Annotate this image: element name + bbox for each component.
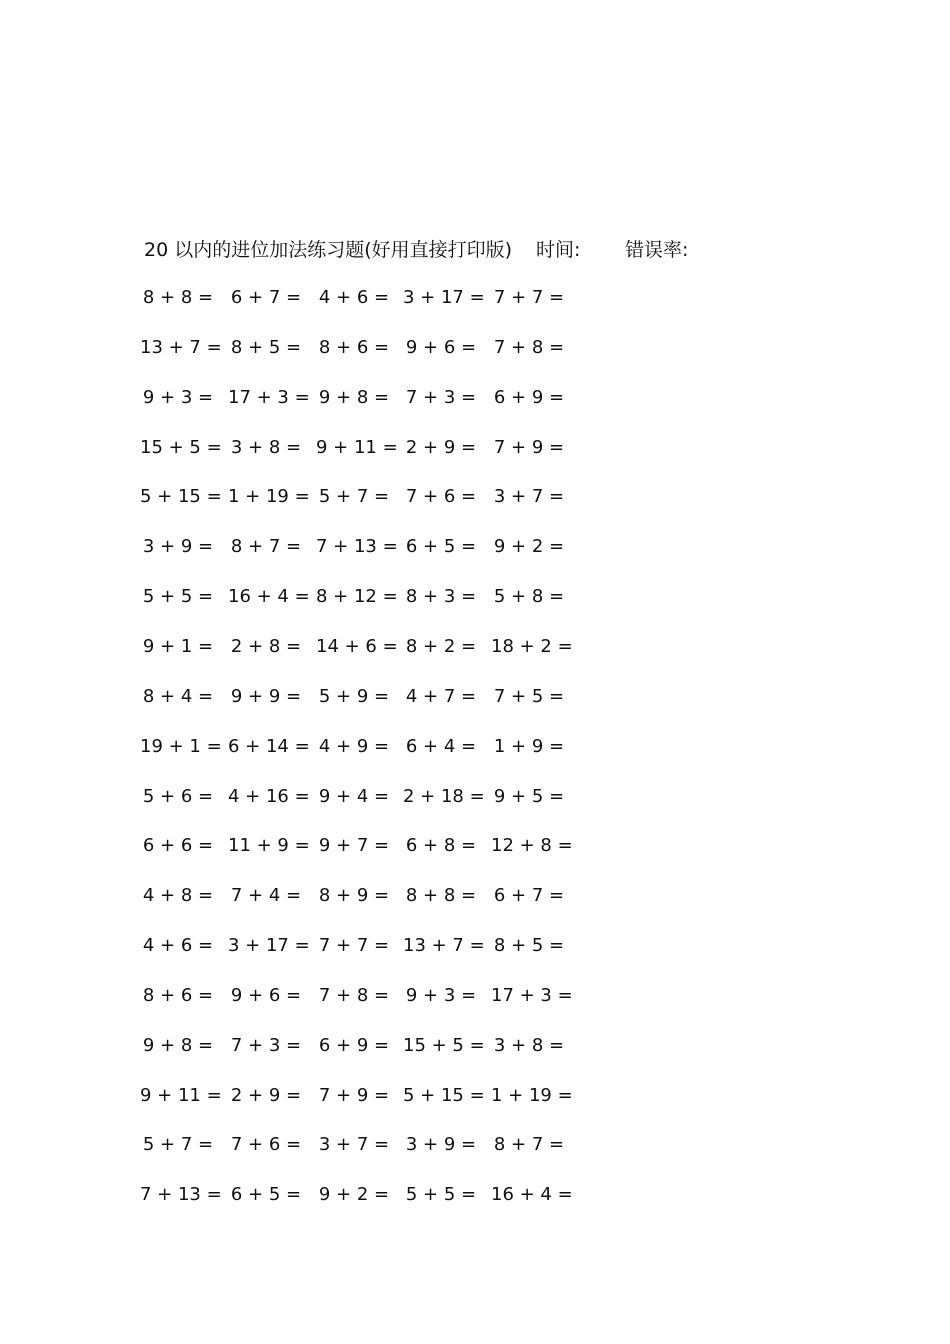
problem-r19-c2: 6 + 5 =	[230, 1184, 302, 1205]
problem-r8-c4: 8 + 2 =	[405, 636, 477, 657]
problem-r18-c1: 5 + 7 =	[142, 1134, 214, 1155]
problem-r1-c3: 4 + 6 =	[318, 287, 390, 308]
problem-r16-c5: 3 + 8 =	[493, 1035, 565, 1056]
problem-r10-c4: 6 + 4 =	[405, 736, 477, 757]
problem-r2-c5: 7 + 8 =	[493, 337, 565, 358]
problem-r9-c2: 9 + 9 =	[230, 686, 302, 707]
problem-r14-c4: 13 + 7 =	[403, 935, 485, 956]
problem-r11-c1: 5 + 6 =	[142, 786, 214, 807]
problem-r17-c4: 5 + 15 =	[403, 1085, 485, 1106]
problem-r7-c5: 5 + 8 =	[493, 586, 565, 607]
problem-r19-c4: 5 + 5 =	[405, 1184, 477, 1205]
problem-r12-c4: 6 + 8 =	[405, 835, 477, 856]
problem-r9-c1: 8 + 4 =	[142, 686, 214, 707]
problem-r17-c5: 1 + 19 =	[491, 1085, 573, 1106]
problem-r3-c1: 9 + 3 =	[142, 387, 214, 408]
problem-r4-c3: 9 + 11 =	[316, 437, 398, 458]
problem-r12-c1: 6 + 6 =	[142, 835, 214, 856]
problem-r19-c1: 7 + 13 =	[140, 1184, 222, 1205]
worksheet-title: 20 以内的进位加法练习题(好用直接打印版)	[144, 239, 513, 261]
problem-r18-c2: 7 + 6 =	[230, 1134, 302, 1155]
problem-r5-c2: 1 + 19 =	[228, 486, 310, 507]
problem-r4-c5: 7 + 9 =	[493, 437, 565, 458]
problem-r1-c5: 7 + 7 =	[493, 287, 565, 308]
problem-r10-c5: 1 + 9 =	[493, 736, 565, 757]
problem-r8-c2: 2 + 8 =	[230, 636, 302, 657]
problem-r11-c5: 9 + 5 =	[493, 786, 565, 807]
problem-r7-c3: 8 + 12 =	[316, 586, 398, 607]
problem-r2-c4: 9 + 6 =	[405, 337, 477, 358]
problem-r2-c2: 8 + 5 =	[230, 337, 302, 358]
problem-r14-c5: 8 + 5 =	[493, 935, 565, 956]
problem-r6-c5: 9 + 2 =	[493, 536, 565, 557]
problem-r1-c2: 6 + 7 =	[230, 287, 302, 308]
problem-r10-c3: 4 + 9 =	[318, 736, 390, 757]
problem-r2-c1: 13 + 7 =	[140, 337, 222, 358]
problem-r13-c3: 8 + 9 =	[318, 885, 390, 906]
problem-r10-c1: 19 + 1 =	[140, 736, 222, 757]
problem-r4-c4: 2 + 9 =	[405, 437, 477, 458]
problem-r11-c2: 4 + 16 =	[228, 786, 310, 807]
problem-r9-c4: 4 + 7 =	[405, 686, 477, 707]
problem-r7-c4: 8 + 3 =	[405, 586, 477, 607]
problem-r18-c5: 8 + 7 =	[493, 1134, 565, 1155]
problem-r17-c3: 7 + 9 =	[318, 1085, 390, 1106]
problem-r8-c3: 14 + 6 =	[316, 636, 398, 657]
problem-r8-c1: 9 + 1 =	[142, 636, 214, 657]
problem-r13-c1: 4 + 8 =	[142, 885, 214, 906]
problem-r6-c1: 3 + 9 =	[142, 536, 214, 557]
problem-r12-c5: 12 + 8 =	[491, 835, 573, 856]
problem-r8-c5: 18 + 2 =	[491, 636, 573, 657]
problem-r17-c1: 9 + 11 =	[140, 1085, 222, 1106]
problem-r6-c2: 8 + 7 =	[230, 536, 302, 557]
problem-r9-c3: 5 + 9 =	[318, 686, 390, 707]
problem-r16-c2: 7 + 3 =	[230, 1035, 302, 1056]
problem-r18-c4: 3 + 9 =	[405, 1134, 477, 1155]
problem-r6-c4: 6 + 5 =	[405, 536, 477, 557]
problem-r19-c3: 9 + 2 =	[318, 1184, 390, 1205]
problem-r11-c4: 2 + 18 =	[403, 786, 485, 807]
problem-r15-c3: 7 + 8 =	[318, 985, 390, 1006]
problem-r14-c3: 7 + 7 =	[318, 935, 390, 956]
problem-r3-c4: 7 + 3 =	[405, 387, 477, 408]
problem-r16-c3: 6 + 9 =	[318, 1035, 390, 1056]
problem-r13-c4: 8 + 8 =	[405, 885, 477, 906]
problem-r14-c2: 3 + 17 =	[228, 935, 310, 956]
problem-r5-c4: 7 + 6 =	[405, 486, 477, 507]
problem-r5-c1: 5 + 15 =	[140, 486, 222, 507]
problem-r18-c3: 3 + 7 =	[318, 1134, 390, 1155]
problem-r16-c4: 15 + 5 =	[403, 1035, 485, 1056]
problem-r3-c3: 9 + 8 =	[318, 387, 390, 408]
problem-r15-c2: 9 + 6 =	[230, 985, 302, 1006]
problem-r6-c3: 7 + 13 =	[316, 536, 398, 557]
problem-r9-c5: 7 + 5 =	[493, 686, 565, 707]
problem-r15-c4: 9 + 3 =	[405, 985, 477, 1006]
problem-r3-c2: 17 + 3 =	[228, 387, 310, 408]
problem-r5-c3: 5 + 7 =	[318, 486, 390, 507]
problem-r11-c3: 9 + 4 =	[318, 786, 390, 807]
problem-r3-c5: 6 + 9 =	[493, 387, 565, 408]
problem-r13-c2: 7 + 4 =	[230, 885, 302, 906]
problem-r4-c2: 3 + 8 =	[230, 437, 302, 458]
problem-r12-c2: 11 + 9 =	[228, 835, 310, 856]
problem-r10-c2: 6 + 14 =	[228, 736, 310, 757]
problem-r19-c5: 16 + 4 =	[491, 1184, 573, 1205]
time-label: 时间:	[536, 239, 581, 261]
problem-r5-c5: 3 + 7 =	[493, 486, 565, 507]
problem-r4-c1: 15 + 5 =	[140, 437, 222, 458]
problem-r7-c1: 5 + 5 =	[142, 586, 214, 607]
problem-r15-c1: 8 + 6 =	[142, 985, 214, 1006]
problem-r15-c5: 17 + 3 =	[491, 985, 573, 1006]
problem-r13-c5: 6 + 7 =	[493, 885, 565, 906]
problem-r14-c1: 4 + 6 =	[142, 935, 214, 956]
error-rate-label: 错误率:	[625, 239, 689, 261]
problem-r12-c3: 9 + 7 =	[318, 835, 390, 856]
problem-r7-c2: 16 + 4 =	[228, 586, 310, 607]
problem-r17-c2: 2 + 9 =	[230, 1085, 302, 1106]
problem-r2-c3: 8 + 6 =	[318, 337, 390, 358]
problem-r16-c1: 9 + 8 =	[142, 1035, 214, 1056]
problem-r1-c4: 3 + 17 =	[403, 287, 485, 308]
problem-r1-c1: 8 + 8 =	[142, 287, 214, 308]
